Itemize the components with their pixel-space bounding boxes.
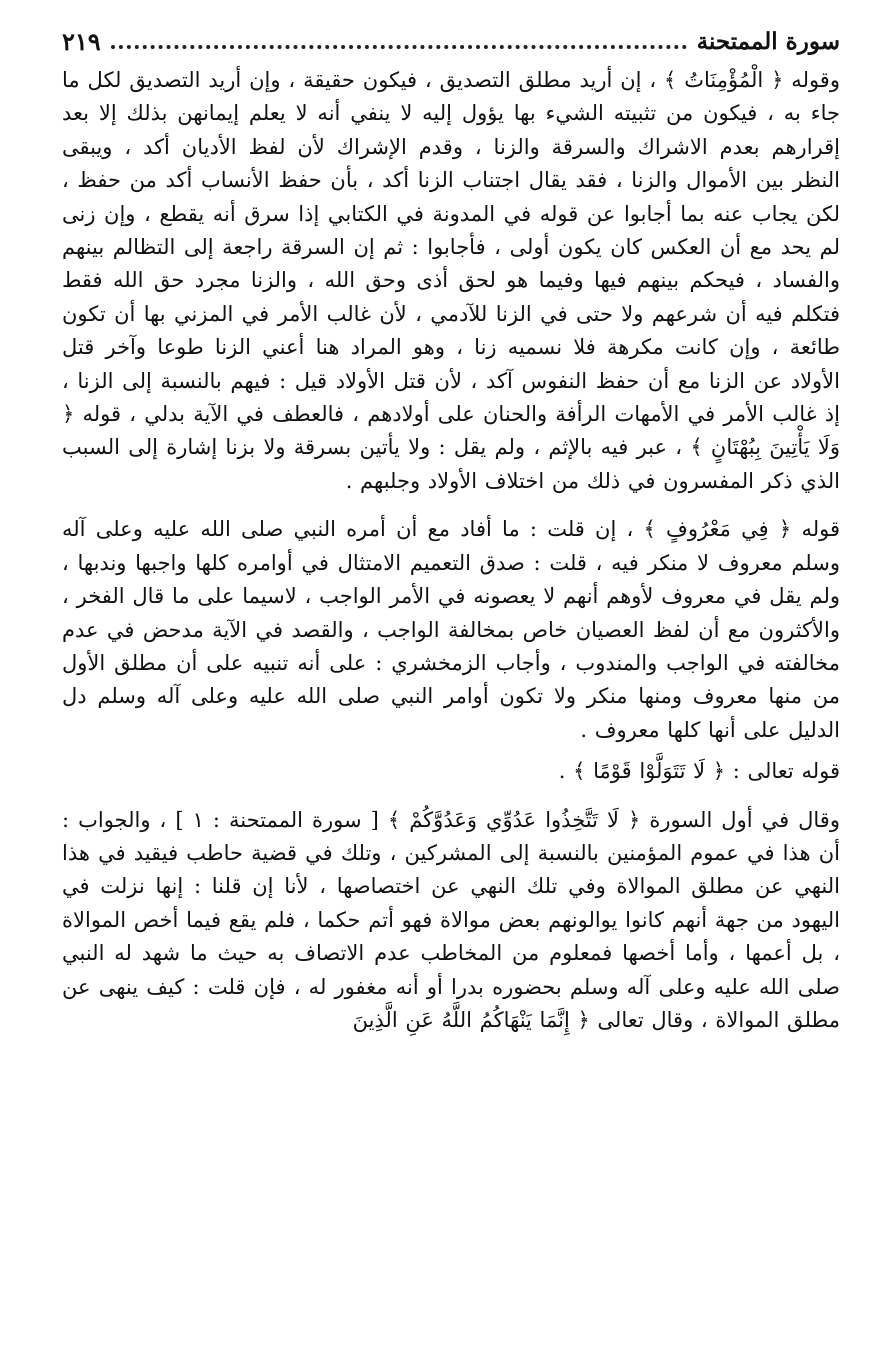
surah-title: سورة الممتحنة xyxy=(696,27,840,55)
paragraph-1: وقوله ﴿ الْمُؤْمِنَاتُ ﴾ ، إن أريد مطلق التصديق ، فيكون حقيقة ، وإن أريد التصديق لكل ما جاء به ، فيكون من تثبيته الشيء بها يؤول إليه لا ينفي أنه لا يعلم إيمانهن بذلك إلا بعد إقرارهم بعدم الاشراك والسرقة والزنا ، وقدم الإشراك لأن لفظ الأديان أكد ، ويبقى النظر بين الأموال والزنا ، فقد يقال اجتناب الزنا أكد ، بأن حفظ الأنساب أكد من حفظ ، لكن يجاب عنه بما أجابوا عن قوله في المدونة في الكتابي إذا سرق أنه يقطع ، وإن زنى لم يحد مع أن العكس كان يكون أولى ، فأجابوا : ثم إن السرقة راجعة إلى التظالم بينهم والفساد ، فيحكم بينهم فيها وفيما هو لحق أذى وحق الله ، والزنا مجرد حق الله فقط فتكلم فيه أن شرعهم ولا حتى في الزنا للآدمي ، لأن غالب الأمر في المزني بها أن تكون طائعة ، وإن كانت مكرهة فلا نسميه زنا ، وهو المراد هنا أعني الزنا طوعا وآخر قتل الأولاد عن الزنا مع أن حفظ النفوس آكد ، لأن قتل الأولاد قيل : فيهم بالنسبة إلى الزنا ، إذ غالب الأمر في الأمهات الرأفة والحنان على أولادهم ، فالعطف في الآية بدلي ، قوله ﴿ وَلَا يَأْتِينَ بِبُهْتَانٍ ﴾ ، عبر فيه بالإثم ، ولم يقل : ولا يأتين بسرقة ولا بزنا إشارة إلى السبب الذي ذكر المفسرون في ذلك من اختلاف الأولاد وجلبهم . xyxy=(62,68,840,493)
paragraph-3: قوله تعالى : ﴿ لَا تَتَوَلَّوْا قَوْمًا ﴾ . xyxy=(558,759,840,784)
paragraph-4: وقال في أول السورة ﴿ لَا تَتَّخِذُوا عَدُوِّي وَعَدُوَّكُمْ ﴾ [ سورة الممتحنة : ١ ] ، والجواب : أن هذا في عموم المؤمنين بالنسبة إلى المشركين ، وتلك في قضية حاطب فيقيد في هذا النهي عن مطلق الموالاة وفي تلك النهي عن اختصاصها ، لأنا إن قلنا : إنها نزلت في اليهود من جهة أنهم كانوا يوالونهم بعض موالاة فهو أتم حكما ، فلم يقع فيما أخص الموالاة ، بل أعمها ، وأما أخصها فمعلوم من المخاطب عدم الاتصاف به حيث ما شهد له النبي صلى الله عليه وعلى آله وسلم بحضوره بدرا أو أنه مغفور له ، فإن قلت : كيف ينهى عن مطلق الموالاة ، وقال تعالى ﴿ إِنَّمَا يَنْهَاكُمُ اللَّهُ عَنِ الَّذِينَ xyxy=(62,807,840,1032)
paragraph-2: قوله ﴿ فِي مَعْرُوفٍ ﴾ ، إن قلت : ما أفاد مع أن أمره النبي صلى الله عليه وعلى آله وسلم معروف لا منكر فيه ، قلت : صدق التعميم الامتثال في أوامره كلها واجبها وندبها ، ولم يقل في معروف لأوهم أنهم لا يعصونه في الأمر الواجب ، لاسيما على ما قال الفخر ، والأكثرون مع أن لفظ العصيان خاص بمخالفة الواجب ، والقصد في الآية مدحض في عدم مخالفته في الواجب والمندوب ، وأجاب الزمخشري : على أنه تنبيه على أن مطلق الأول من منها معروف ومنها منكر ولا تكون أوامر النبي صلى الله عليه وعلى آله وسلم دل الدليل على أنها كلها معروف . xyxy=(62,517,840,742)
page-number: ٢١٩ xyxy=(62,26,101,56)
book-page xyxy=(62,22,840,1037)
header-dotted-rule xyxy=(111,45,687,49)
page-header xyxy=(62,22,840,60)
